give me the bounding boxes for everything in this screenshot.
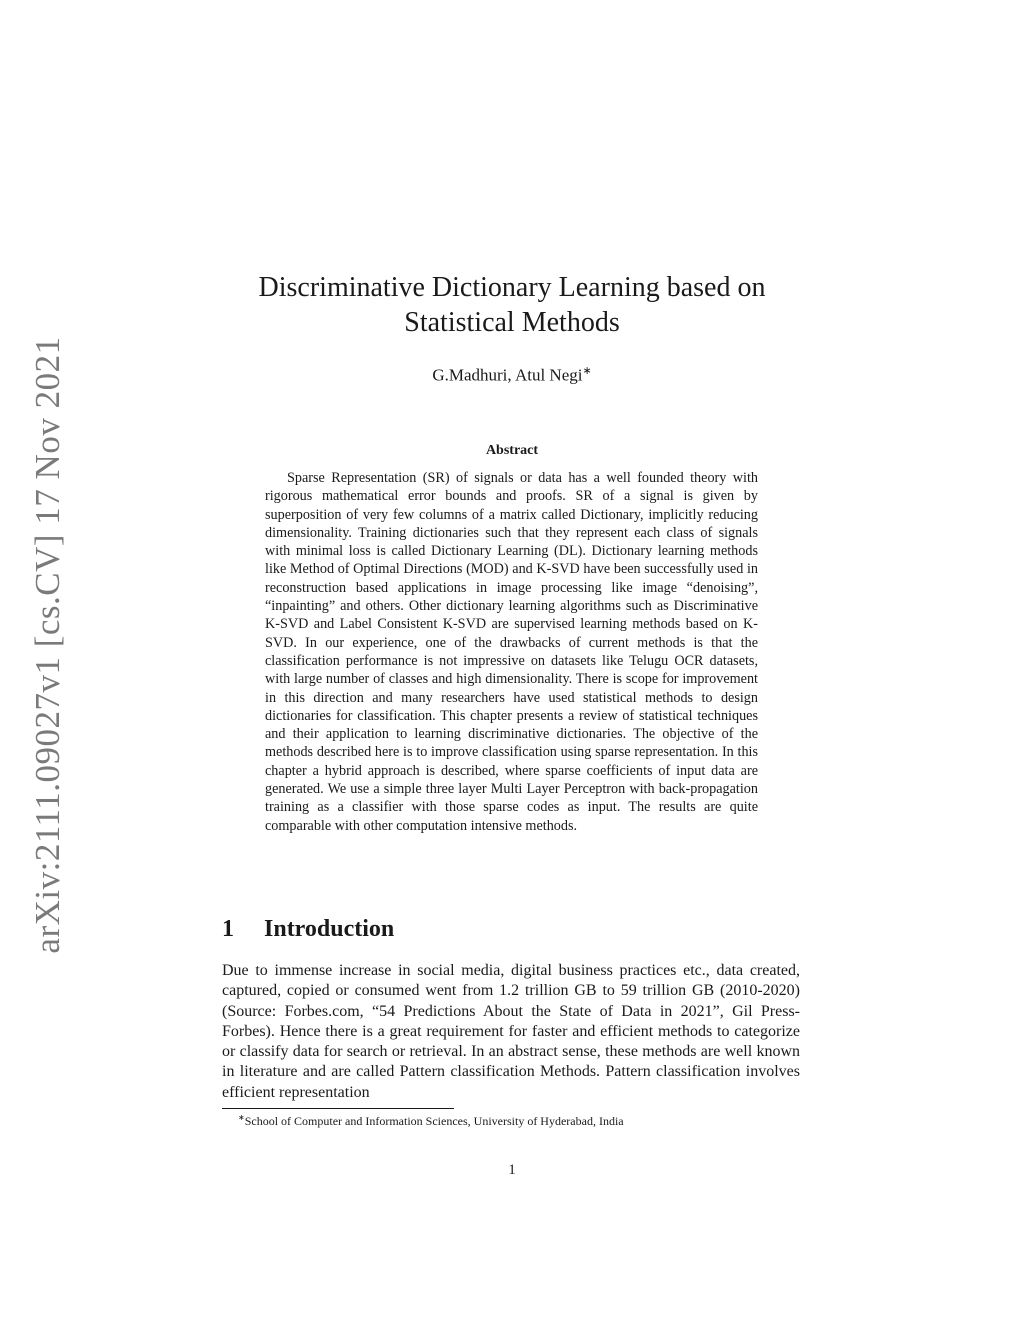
- section-number: 1: [222, 916, 234, 942]
- title-line-1: Discriminative Dictionary Learning based on: [258, 272, 766, 303]
- abstract-heading: Abstract: [485, 443, 539, 458]
- paper-title: [212, 270, 812, 340]
- arxiv-identifier-stamp[interactable]: arXiv:2111.09027v1 [cs.CV] 17 Nov 2021: [28, 336, 67, 954]
- section-title: Introduction: [264, 916, 395, 942]
- section-heading-introduction: [222, 916, 394, 943]
- footnote-text: School of Computer and Information Sciences, University of Hyderabad, India: [244, 1114, 624, 1128]
- author-footnote-mark[interactable]: ∗: [582, 365, 592, 377]
- abstract-text: Sparse Representation (SR) of signals or data has a well founded theory with rigorous mathematical error bounds and proofs. SR of a signal is given by superposition of very few columns of a matrix called Dictionary, implicitly reducing dimensionality. Training dictionaries such that they represent each class of signals with minimal loss is called Dictionary Learning (DL). Dictionary learning methods like Method of Optimal Directions (MOD) and K-SVD have been successfully used in reconstruction based applications in image processing like image “denoising”, “inpainting” and others. Other dictionary learning algorithms such as Discriminative K-SVD and Label Consistent K-SVD are supervised learning methods based on K-SVD. In our experience, one of the drawbacks of current methods is that the classification performance is not impressive on datasets like Telugu OCR datasets, with large number of classes and high dimensionality. There is scope for improvement in this direction and many researchers have used statistical methods to design dictionaries for classification. This chapter presents a review of statistical techniques and their application to learning discriminative dictionaries. The objective of the methods described here is to improve classification using sparse representation. In this chapter a hybrid approach is described, where sparse coefficients of input data are generated. We use a simple three layer Multi Layer Perceptron with back-propagation training as a classifier with those sparse codes as input. The results are quite comparable with other computation intensive methods.: [265, 470, 758, 834]
- title-line-2: Statistical Methods: [404, 307, 620, 338]
- author-names: G.Madhuri, Atul Negi: [432, 365, 583, 385]
- page-number: 1: [508, 1162, 516, 1178]
- introduction-paragraph: Due to immense increase in social media, digital business practices etc., data created, captured, copied or consumed went from 1.2 trillion GB to 59 trillion GB (2010-2020) (Source: Forbes.com, “54 Predictions About the State of Data in 2021”, Gil Press- Forbes). Hence there is a great requirement for faster and efficient methods to categorize or classify data for search or retrieval. In an abstract sense, these methods are well known in literature and are called Pattern classification Methods. Pattern classification involves efficient representation: [222, 962, 800, 1101]
- footnote-divider: [222, 1108, 454, 1109]
- author-list: [312, 364, 712, 386]
- footnote-mark: ∗: [238, 1113, 245, 1122]
- footnote: [238, 1113, 624, 1129]
